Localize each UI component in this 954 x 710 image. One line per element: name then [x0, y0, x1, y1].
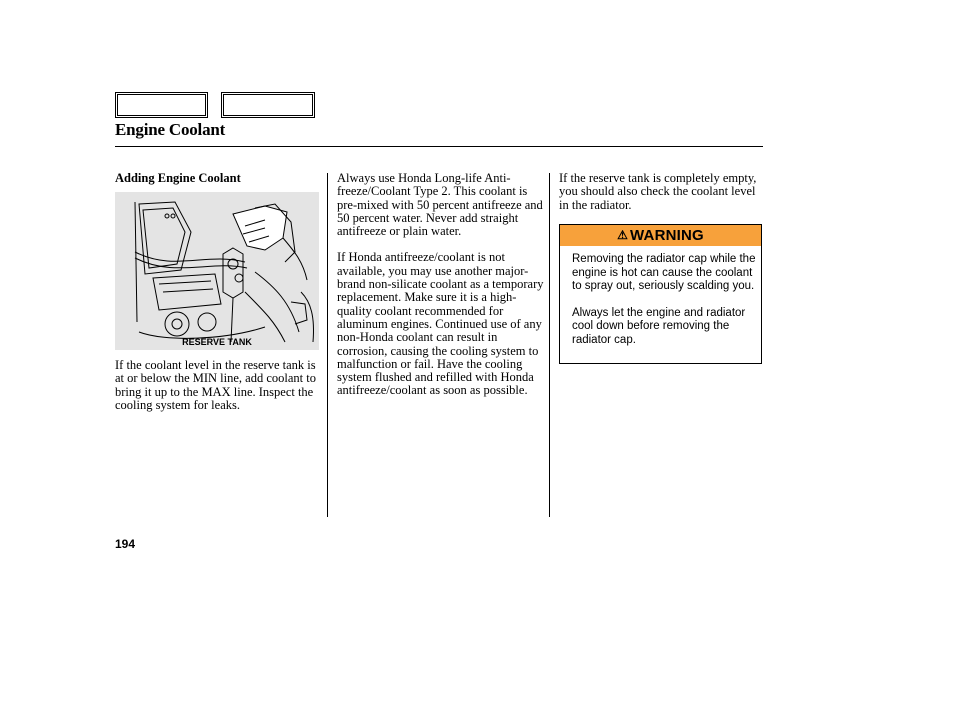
warning-text — [572, 253, 756, 347]
nav-tab-box-2 — [221, 92, 315, 118]
column-1 — [115, 171, 325, 412]
warning-text-1: Removing the radiator cap while the engine is hot can cause the coolant to spray out, seriously scalding you. — [572, 253, 756, 292]
reserve-tank-illustration — [115, 192, 319, 350]
warning-banner — [560, 225, 761, 246]
warning-text-2: Always let the engine and radiator cool down before removing the radiator cap. — [572, 306, 746, 346]
page-number: 194 — [115, 537, 136, 551]
column1-paragraph: If the coolant level in the reserve tank is at or below the MIN line, add coolant to bring it up to the MAX line. Inspect the cooling system for leaks. — [115, 358, 316, 412]
warning-triangle-icon: ⚠ — [617, 228, 629, 242]
column2-paragraph-1: Always use Honda Long-life Anti-freeze/Coolant Type 2. This coolant is pre-mixed with 50 percent antifreeze and 50 percent water. Never add straight antifreeze or plain water. — [337, 171, 543, 239]
engine-bay-drawing — [115, 192, 319, 350]
column-2 — [337, 172, 545, 398]
page-title: Engine Coolant — [115, 120, 226, 139]
column-3 — [559, 172, 759, 212]
title-rule — [115, 146, 763, 147]
column-divider-2 — [549, 173, 550, 517]
column3-paragraph: If the reserve tank is completely empty, you should also check the coolant level in the radiator. — [559, 171, 757, 212]
warning-box — [559, 224, 762, 364]
nav-tab-box-1 — [115, 92, 208, 118]
column2-paragraph-2: If Honda antifreeze/coolant is not available, you may use another major-brand non-silicate coolant as a temporary replacement. Make sure it is a high-quality coolant recommended for aluminum engines. Continued use of any non-Honda coolant can result in corrosion, causing the cooling system to malfunction or fail. Have the cooling system flushed and refilled with Honda antifreeze/coolant as soon as possible. — [337, 250, 544, 398]
section-heading: Adding Engine Coolant — [115, 171, 241, 185]
warning-label: WARNING — [630, 227, 704, 244]
figure-caption: RESERVE TANK — [182, 337, 252, 347]
column-divider-1 — [327, 173, 328, 517]
